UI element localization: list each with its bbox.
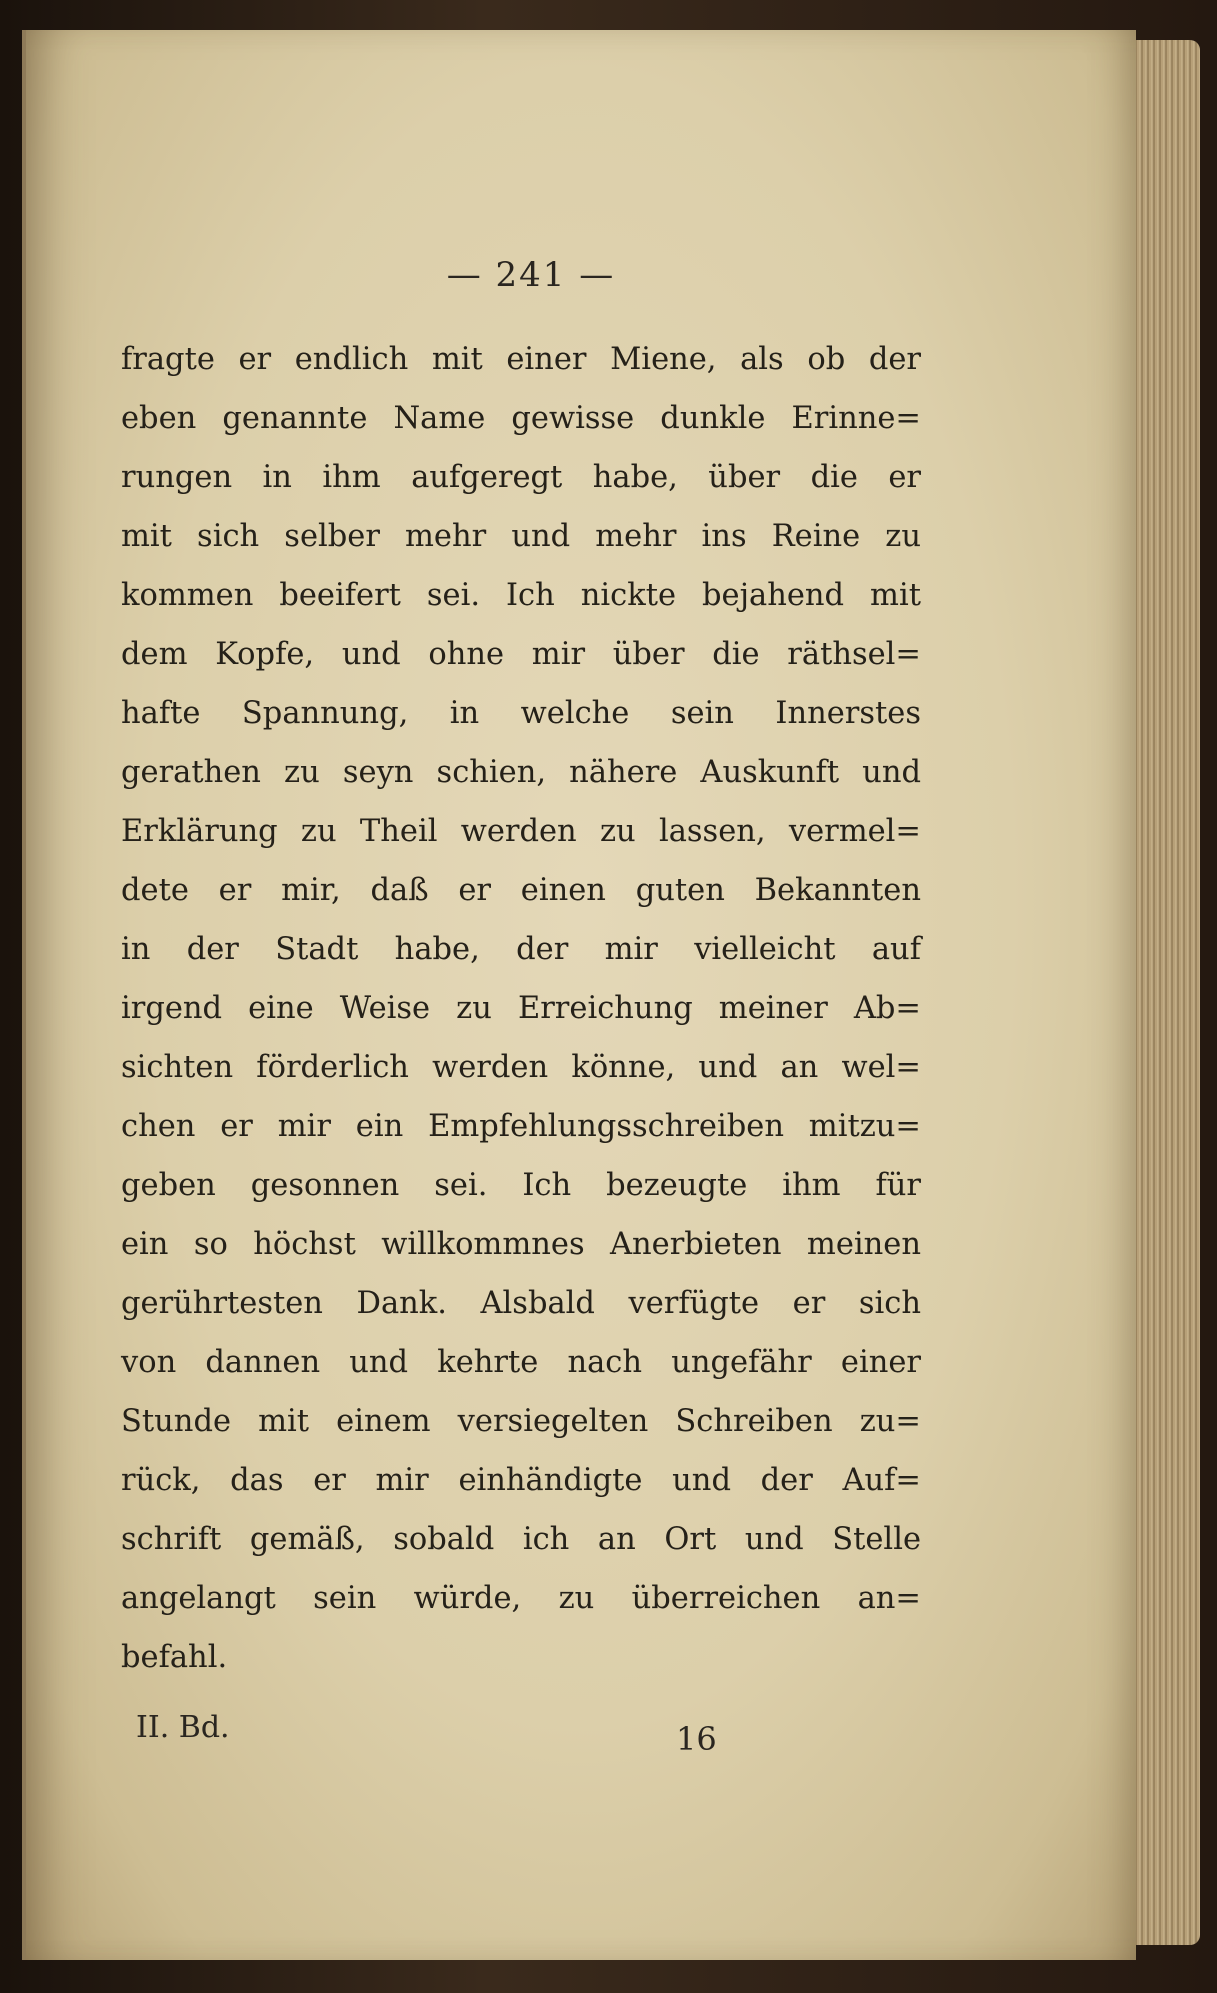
text-line: gerathen zu seyn schien, nähere Auskunft und — [121, 755, 921, 790]
text-line: in der Stadt habe, der mir vielleicht auf — [121, 932, 921, 967]
text-line: Erklärung zu Theil werden zu lassen, vermel= — [121, 814, 921, 849]
text-line: angelangt sein würde, zu überreichen an= — [121, 1581, 921, 1616]
body-text — [121, 330, 921, 1687]
text-line: rungen in ihm aufgeregt habe, über die er — [121, 460, 921, 495]
text-line: mit sich selber mehr und mehr ins Reine zu — [121, 519, 921, 554]
text-line: Stunde mit einem versiegelten Schreiben zu= — [121, 1404, 921, 1439]
text-line: fragte er endlich mit einer Miene, als ob der — [121, 342, 921, 377]
text-line: rück, das er mir einhändigte und der Auf= — [121, 1463, 921, 1498]
volume-signature: II. Bd. — [136, 1710, 230, 1745]
text-line: chen er mir ein Empfehlungsschreiben mitzu= — [121, 1109, 921, 1144]
text-line: von dannen und kehrte nach ungefähr einer — [121, 1345, 921, 1380]
text-line: dete er mir, daß er einen guten Bekannten — [121, 873, 921, 908]
text-line: eben genannte Name gewisse dunkle Erinne= — [121, 401, 921, 436]
text-line: befahl. — [121, 1640, 228, 1675]
text-line: sichten förderlich werden könne, und an wel= — [121, 1050, 921, 1085]
text-line: irgend eine Weise zu Erreichung meiner Ab= — [121, 991, 921, 1026]
text-line: ein so höchst willkommnes Anerbieten meinen — [121, 1227, 921, 1262]
page-number: — 241 — — [446, 255, 616, 295]
text-line: kommen beeifert sei. Ich nickte bejahend mit — [121, 578, 921, 613]
text-line: hafte Spannung, in welche sein Innerstes — [121, 696, 921, 731]
text-line: schrift gemäß, sobald ich an Ort und Stelle — [121, 1522, 921, 1557]
sheet-number: 16 — [676, 1720, 717, 1758]
text-line: gerührtesten Dank. Alsbald verfügte er sich — [121, 1286, 921, 1321]
text-line: dem Kopfe, und ohne mir über die räthsel= — [121, 637, 921, 672]
text-line: geben gesonnen sei. Ich bezeugte ihm für — [121, 1168, 921, 1203]
book-page — [22, 30, 1136, 1960]
